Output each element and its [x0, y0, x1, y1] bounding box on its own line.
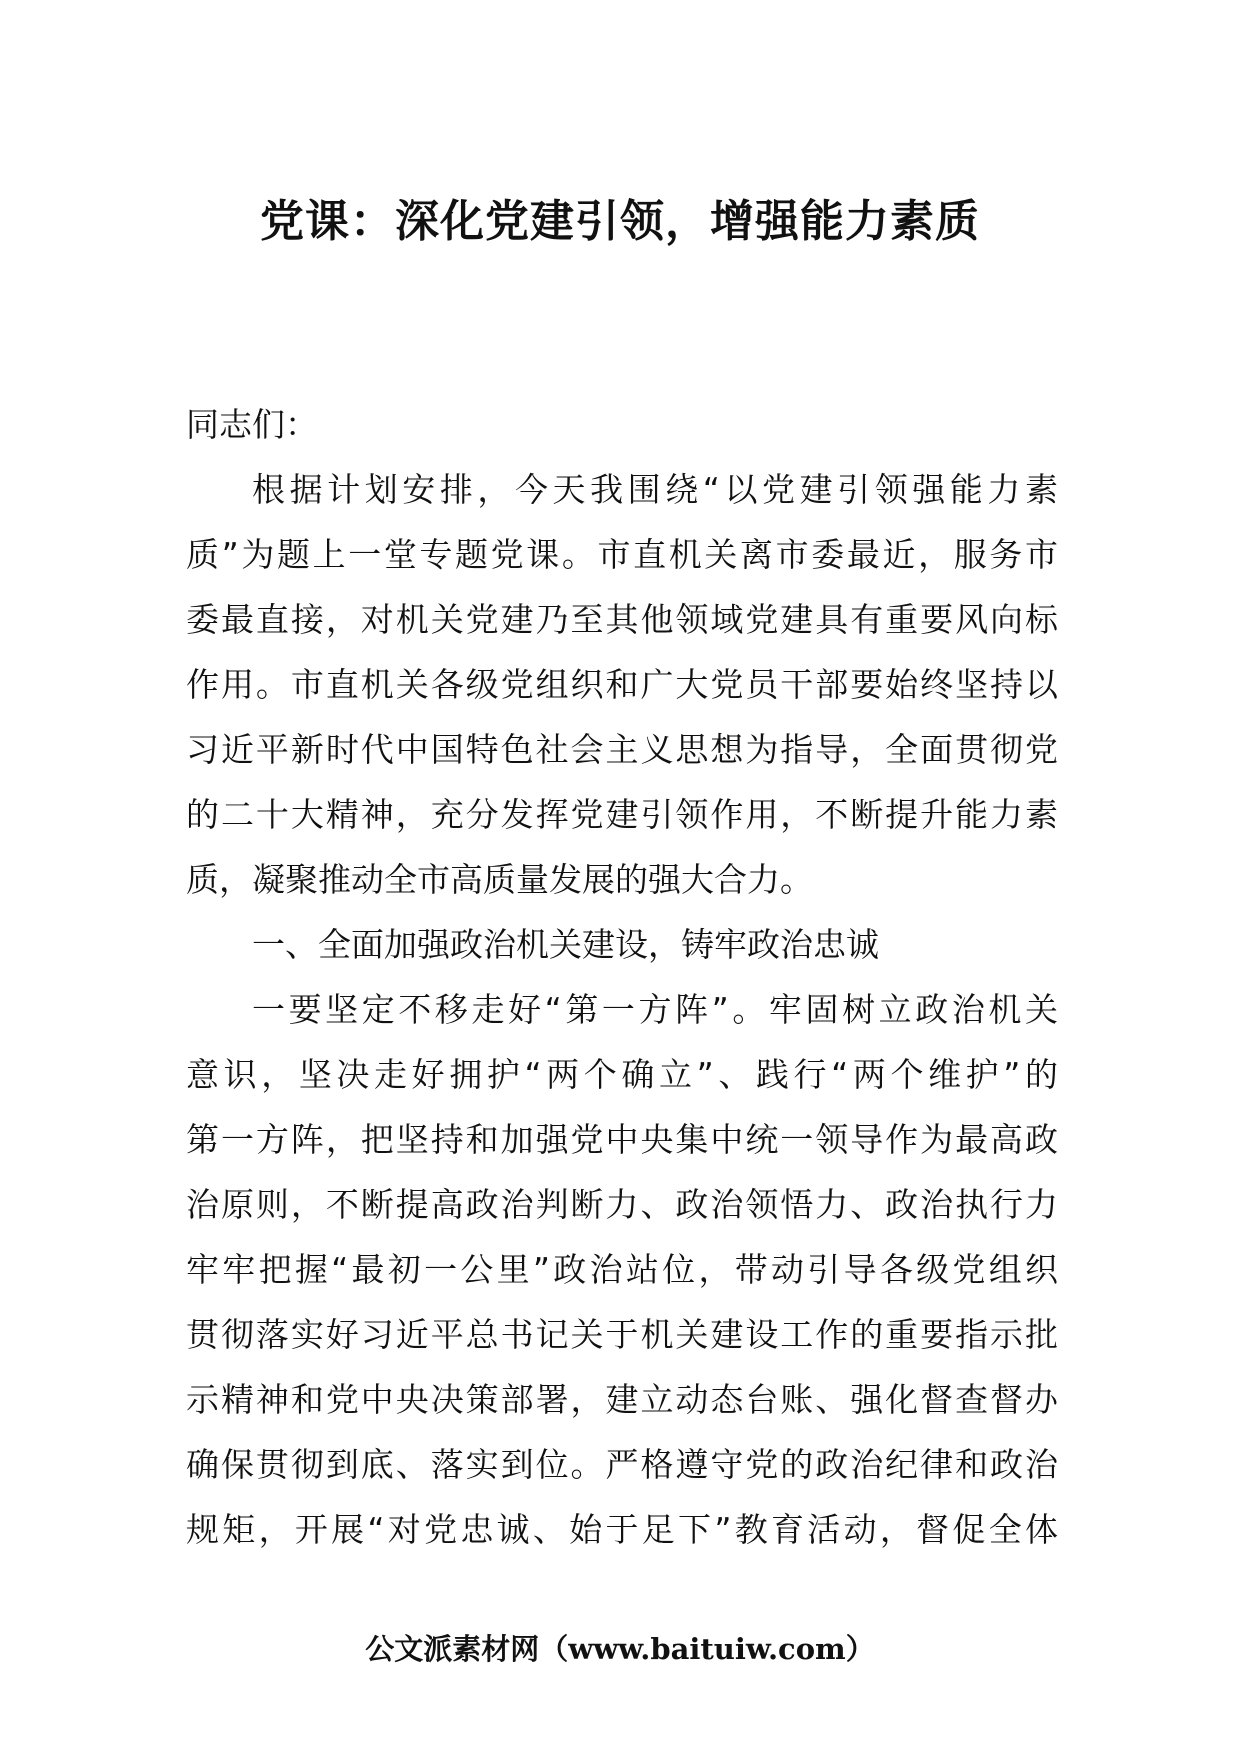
paragraph-line: 质，凝聚推动全市高质量发展的强大合力。: [186, 860, 813, 899]
salutation-line: 同志们：: [186, 405, 318, 444]
paragraph-line: 一要坚定不移走好“第一方阵”。牢固树立政治机关: [252, 990, 1058, 1029]
paragraph-line: 委最直接，对机关党建乃至其他领域党建具有重要风向标: [186, 600, 1058, 639]
paragraph-line: 确保贯彻到底、落实到位。严格遵守党的政治纪律和政治: [186, 1445, 1058, 1484]
paragraph-line: 质”为题上一堂专题党课。市直机关离市委最近，服务市: [186, 535, 1058, 574]
section-heading: 一、全面加强政治机关建设，铸牢政治忠诚: [252, 925, 879, 964]
paragraph-line: 贯彻落实好习近平总书记关于机关建设工作的重要指示批: [186, 1315, 1058, 1354]
document-title: 党课：深化党建引领，增强能力素质: [260, 196, 980, 247]
paragraph-line: 习近平新时代中国特色社会主义思想为指导，全面贯彻党: [186, 730, 1058, 769]
paragraph-line: 牢牢把握“最初一公里”政治站位，带动引导各级党组织: [186, 1250, 1058, 1289]
paragraph-line: 第一方阵，把坚持和加强党中央集中统一领导作为最高政: [186, 1120, 1058, 1159]
paragraph-line: 治原则，不断提高政治判断力、政治领悟力、政治执行力: [186, 1185, 1058, 1224]
paragraph-line: 的二十大精神，充分发挥党建引领作用，不断提升能力素: [186, 795, 1058, 834]
document-body: [186, 392, 1058, 1562]
paragraph-line: 规矩，开展“对党忠诚、始于足下”教育活动，督促全体: [186, 1510, 1058, 1549]
paragraph-line: 意识，坚决走好拥护“两个确立”、践行“两个维护”的: [186, 1055, 1058, 1094]
paragraph-line: 作用。市直机关各级党组织和广大党员干部要始终坚持以: [186, 665, 1058, 704]
paragraph-line: 根据计划安排，今天我围绕“以党建引领强能力素: [252, 470, 1058, 509]
source-footer: 公文派素材网（www.baituiw.com）: [365, 1632, 875, 1666]
paragraph-line: 示精神和党中央决策部署，建立动态台账、强化督查督办: [186, 1380, 1058, 1419]
